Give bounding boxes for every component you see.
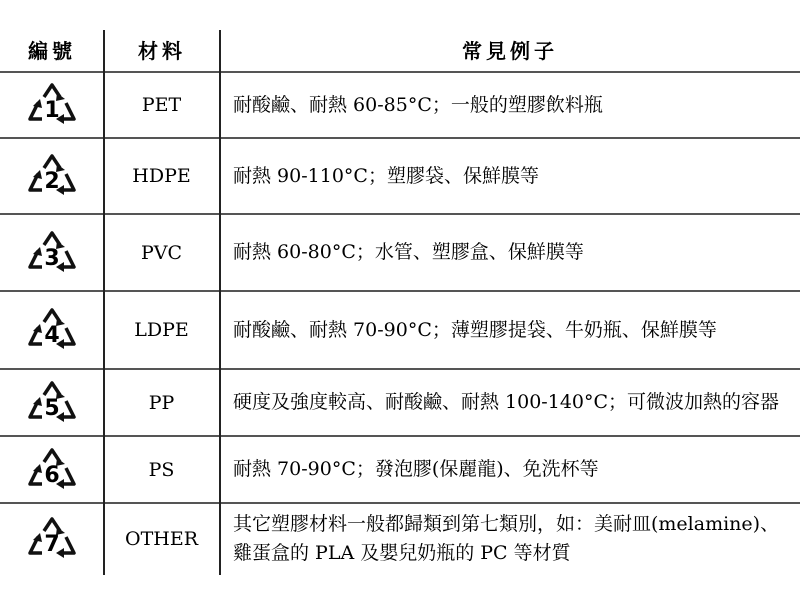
icon-cell <box>0 139 103 213</box>
header-examples: 常見例子 <box>462 38 558 63</box>
icon-cell <box>0 215 103 290</box>
example-description: 耐熱 90-110°C；塑膠袋、保鮮膜等 <box>233 164 539 187</box>
example-description: 耐熱 60-80°C；水管、塑膠盒、保鮮膜等 <box>233 241 584 263</box>
recycle-code-number: 5 <box>43 395 60 421</box>
recycle-5-icon <box>22 375 82 431</box>
example-description: 耐熱 70-90°C；發泡膠(保麗龍)、免洗杯等 <box>233 458 599 480</box>
recycle-code-number: 6 <box>43 462 60 488</box>
material-name: HDPE <box>132 165 191 187</box>
material-name: LDPE <box>134 319 189 341</box>
header-material: 材料 <box>138 38 186 63</box>
example-description: 其它塑膠材料一般都歸類到第七類別，如：美耐皿(melamine)、雞蛋盒的 PLA 及嬰兒奶瓶的 PC 等材質 <box>233 513 780 564</box>
material-name: PS <box>148 458 175 481</box>
example-description: 硬度及強度較高、耐酸鹼、耐熱 100-140°C；可微波加熱的容器 <box>233 391 780 413</box>
recycle-code-number: 2 <box>43 169 60 194</box>
recycle-3-icon <box>22 225 82 281</box>
recycle-code-number: 7 <box>43 532 60 557</box>
recycle-2-icon <box>22 148 82 204</box>
recycle-7-icon <box>22 511 82 567</box>
material-name: PET <box>141 94 182 116</box>
recycle-code-number: 3 <box>43 245 60 271</box>
example-description: 耐酸鹼、耐熱 60-85°C；一般的塑膠飲料瓶 <box>233 93 603 116</box>
example-description: 耐酸鹼、耐熱 70-90°C；薄塑膠提袋、牛奶瓶、保鮮膜等 <box>233 318 717 341</box>
recycle-1-icon <box>22 77 82 133</box>
icon-cell <box>0 437 103 502</box>
header-id: 編號 <box>28 38 76 63</box>
material-name: PP <box>148 391 175 414</box>
icon-cell <box>0 292 103 368</box>
icon-cell <box>0 504 103 574</box>
material-name: OTHER <box>125 528 198 550</box>
material-name: PVC <box>140 241 183 264</box>
icon-cell <box>0 370 103 435</box>
recycle-code-number: 1 <box>43 98 60 123</box>
icon-cell <box>0 73 103 137</box>
recycle-code-number: 4 <box>43 323 60 348</box>
recycle-6-icon <box>22 442 82 498</box>
recycle-4-icon <box>22 302 82 358</box>
